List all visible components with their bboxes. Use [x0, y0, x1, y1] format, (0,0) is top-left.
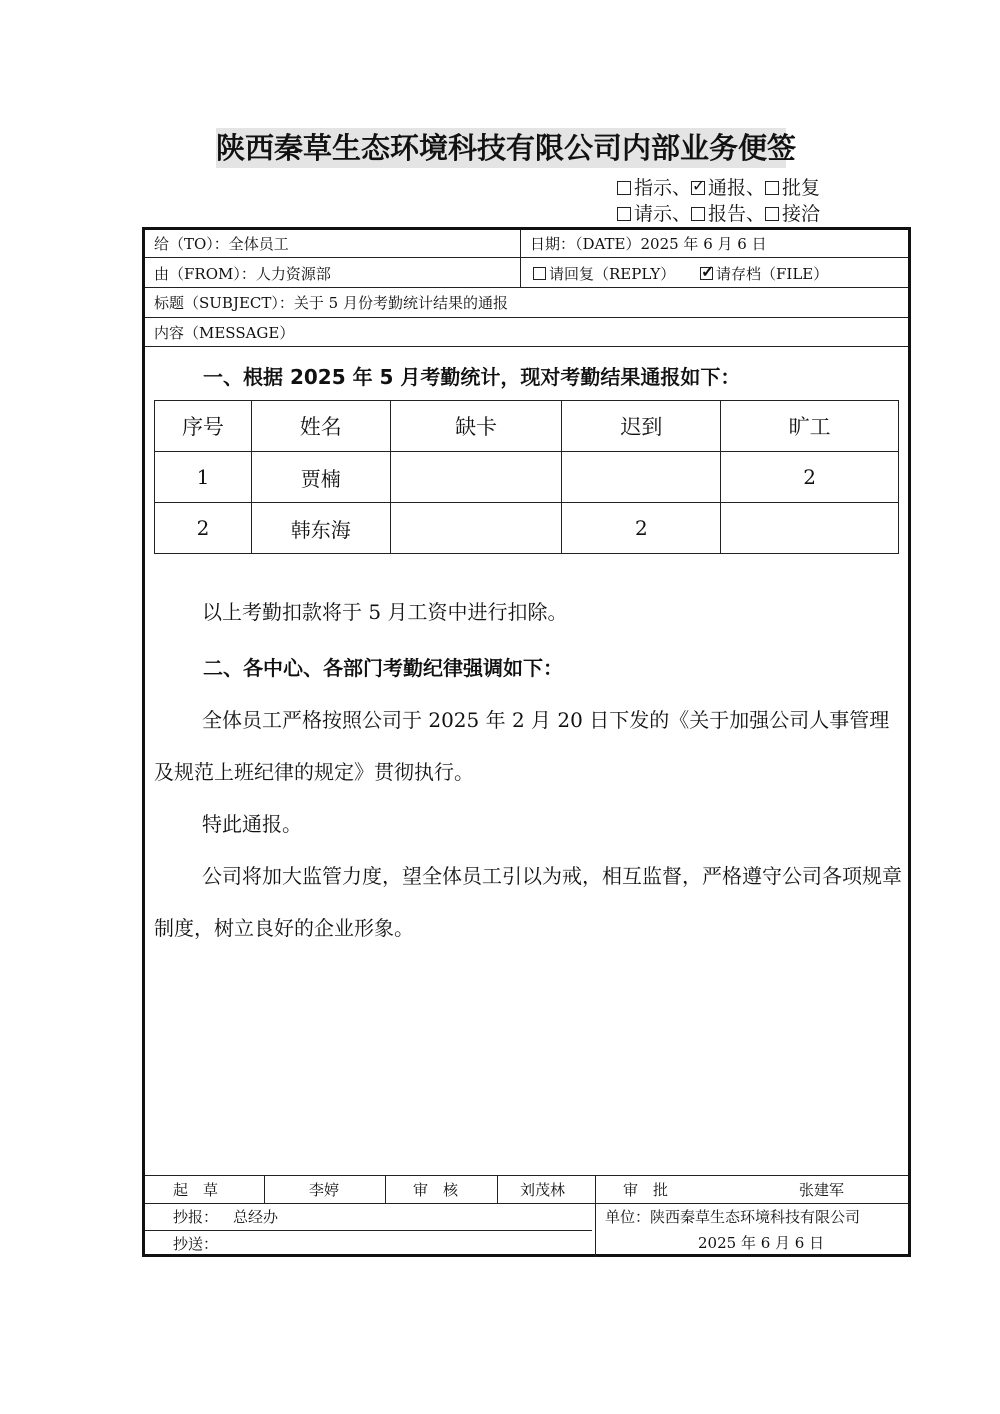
subject-field: 标题（SUBJECT）：关于 5 月份考勤统计结果的通报: [154, 294, 508, 312]
checkbox-icon[interactable]: [617, 207, 631, 221]
memo-frame: [142, 227, 911, 1257]
divider: [145, 317, 908, 318]
memo-type-options: [617, 175, 857, 227]
deduction-paragraph: 以上考勤扣款将于 5 月工资中进行扣除。: [202, 600, 568, 624]
checkbox-icon[interactable]: [765, 181, 779, 195]
table-header-row: [155, 401, 899, 452]
checkbox-icon[interactable]: [617, 181, 631, 195]
divider: [145, 346, 908, 347]
divider: [145, 257, 908, 258]
table-cell: [562, 452, 721, 503]
rule-paragraph: 全体员工严格按照公司于 2025 年 2 月 20 日下发的《关于加强公司人事管理及规范上班纪律的规定》贯彻执行。: [154, 708, 890, 784]
column-header: 旷工: [721, 401, 899, 452]
table-cell: [721, 503, 899, 554]
column-header: 姓名: [251, 401, 390, 452]
draft-label: 起 草: [173, 1181, 219, 1199]
divider: [145, 1175, 908, 1176]
option-reply[interactable]: 批复: [765, 177, 820, 199]
option-request[interactable]: 请示、: [617, 203, 691, 225]
table-cell: 2: [721, 452, 899, 503]
date-field: 日期：（DATE）2025 年 6 月 6 日: [530, 235, 767, 253]
attendance-table: [154, 400, 899, 554]
report-label: 抄报：: [173, 1208, 219, 1226]
reply-option[interactable]: 请回复（REPLY）: [533, 264, 675, 284]
footer-date: 2025 年 6 月 6 日: [698, 1234, 825, 1252]
section-2-heading: 二、各中心、各部门考勤纪律强调如下：: [203, 656, 563, 680]
divider: [385, 1175, 386, 1203]
approve-name: 张建军: [799, 1181, 845, 1199]
review-name: 刘茂林: [520, 1181, 566, 1199]
checkbox-icon[interactable]: [691, 207, 705, 221]
option-notice[interactable]: ✓ 通报、: [691, 177, 765, 199]
draft-name: 李婷: [309, 1181, 340, 1199]
column-header: 缺卡: [390, 401, 562, 452]
supervision-paragraph: 公司将加大监管力度，望全体员工引以为戒，相互监督，严格遵守公司各项规章制度，树立良好的企业形象。: [154, 864, 902, 940]
checkbox-icon[interactable]: [765, 207, 779, 221]
divider: [145, 1230, 592, 1231]
checked-checkbox-icon[interactable]: [691, 181, 705, 195]
column-header: 序号: [155, 401, 252, 452]
checked-checkbox-icon[interactable]: [700, 267, 713, 280]
divider: [595, 1175, 596, 1257]
option-instruction[interactable]: 指示、: [617, 177, 691, 199]
table-row: [155, 503, 899, 554]
from-field: 由（FROM）：人力资源部: [154, 265, 331, 283]
unit-field: 单位：陕西秦草生态环境科技有限公司: [605, 1208, 861, 1226]
document-title: 陕西秦草生态环境科技有限公司内部业务便签: [216, 128, 786, 168]
option-contact[interactable]: 接洽: [765, 203, 820, 225]
table-cell: [390, 503, 562, 554]
cc-label: 抄送：: [173, 1235, 219, 1253]
message-label: 内容（MESSAGE）: [154, 324, 295, 342]
memo-type-row-2: [617, 201, 857, 227]
section-1-heading: 一、根据 2025 年 5 月考勤统计，现对考勤结果通报如下：: [203, 365, 741, 389]
divider: [520, 230, 521, 287]
to-field: 给（TO）：全体员工: [154, 235, 289, 253]
table-cell: 2: [155, 503, 252, 554]
report-value: 总经办: [233, 1208, 279, 1226]
table-cell: 1: [155, 452, 252, 503]
file-option[interactable]: ✓ 请存档（FILE）: [700, 264, 828, 284]
review-label: 审 核: [413, 1181, 459, 1199]
memo-type-row-1: [617, 175, 857, 201]
table-row: [155, 452, 899, 503]
table-cell: 贾楠: [251, 452, 390, 503]
approve-label: 审 批: [623, 1181, 669, 1199]
table-cell: 韩东海: [251, 503, 390, 554]
column-header: 迟到: [562, 401, 721, 452]
option-report[interactable]: 报告、: [691, 203, 765, 225]
table-cell: [390, 452, 562, 503]
divider: [145, 287, 908, 288]
checkbox-icon[interactable]: [533, 267, 546, 280]
table-cell: 2: [562, 503, 721, 554]
notice-paragraph: 特此通报。: [202, 812, 302, 836]
divider: [264, 1175, 265, 1203]
divider: [497, 1175, 498, 1203]
divider: [145, 1203, 908, 1204]
